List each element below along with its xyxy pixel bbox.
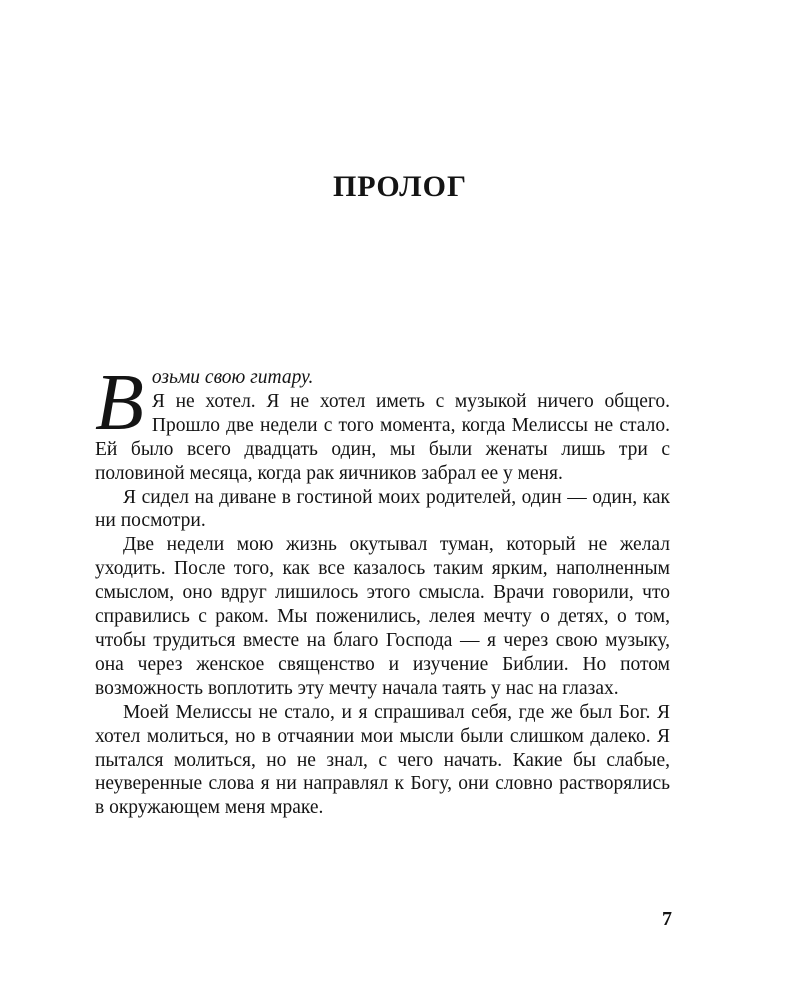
paragraph-4: Моей Мелиссы не стало, и я спрашивал себя, где же был Бог. Я хотел молиться, но в отчаянии мои мысли были слишком далеко. Я пытался молиться, но не знал, с чего начать. Какие бы слабые, неуверенные слова я ни направлял к Богу, они словно растворялись в окружающем меня мраке.	[95, 701, 670, 819]
paragraph-2: Я сидел на диване в гостиной моих родителей, один — один, как ни посмотри.	[95, 486, 670, 532]
first-paragraph-text: Я не хотел. Я не хотел иметь с музыкой ничего общего. Прошло две недели с того момента, когда Мелиссы не стало. Ей было всего двадцать один, мы были женаты лишь три с половиной месяца, когда рак яичников забрал ее у меня.	[95, 390, 670, 484]
drop-cap: В	[95, 359, 144, 447]
first-paragraph	[95, 359, 670, 486]
lead-italic-line: озьми свою гитару.	[151, 367, 314, 388]
paragraph-3: Две недели мою жизнь окутывал туман, который не желал уходить. После того, как все казалось таким ярким, наполненным смыслом, оно вдруг лишилось этого смысла. Врачи говорили, что справились с раком. Мы поженились, лелея мечту о детях, о том, чтобы трудиться вместе на благо Господа — я через свою музыку, она через женское священство и изучение Библии. Но потом возможность воплотить эту мечту начала таять у нас на глазах.	[95, 534, 670, 699]
page-number: 7	[662, 908, 672, 930]
chapter-body	[95, 359, 670, 820]
chapter-title: ПРОЛОГ	[332, 170, 468, 203]
